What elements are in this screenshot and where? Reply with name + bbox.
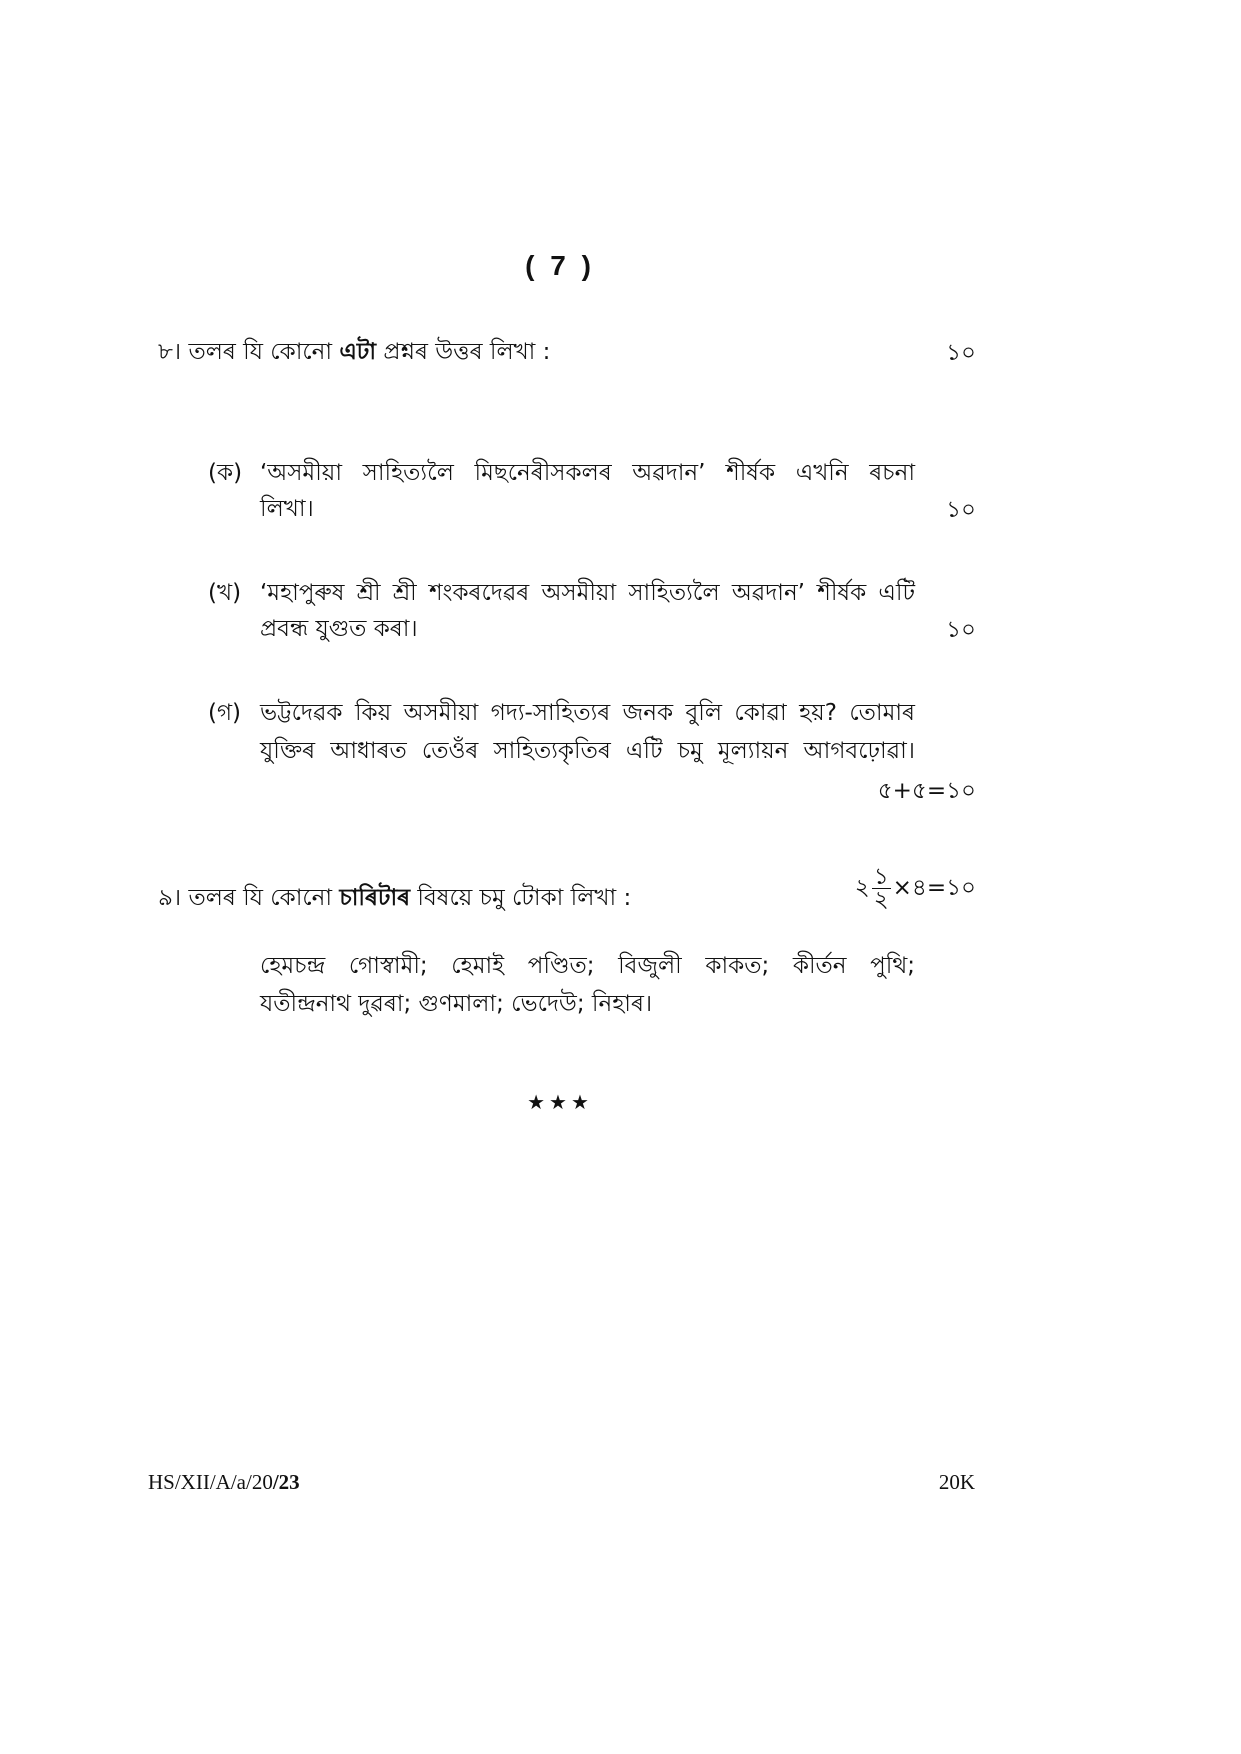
sub-question-marks: ১০ xyxy=(946,617,976,643)
sub-question-marks: ১০ xyxy=(946,497,976,523)
sub-question-label: (গ) xyxy=(208,700,242,726)
sub-question-text: ভট্টদেৱক কিয় অসমীয়া গদ্য-সাহিত্যৰ জনক বুলি কোৱা হয়? তোমাৰ xyxy=(260,700,915,726)
print-count: 20K xyxy=(938,1470,975,1494)
paper-code-year: /23 xyxy=(272,1470,300,1494)
marks-fraction xyxy=(872,866,891,911)
paper-code-main: HS/XII/A/a/20 xyxy=(148,1470,273,1494)
topic-list-line: হেমচন্দ্ৰ গোস্বামী; হেমাই পণ্ডিত; বিজুলী কাকত; কীৰ্তন পুথি; xyxy=(260,953,915,979)
sub-question-label: (ক) xyxy=(208,460,243,486)
question-number: ৮। xyxy=(158,339,182,365)
question-text-rest: বিষয়ে চমু টোকা লিখা : xyxy=(417,885,632,911)
question-text: তলৰ যি কোনো xyxy=(188,885,332,911)
question-emphasis: এটা xyxy=(339,339,377,365)
marks-whole: ২ xyxy=(854,875,870,901)
fraction-denominator: ২ xyxy=(873,887,889,913)
sub-question-text: যুক্তিৰ আধাৰত তেওঁৰ সাহিত্যকৃতিৰ এটি চমু মূল্যায়ন আগবঢ়োৱা। xyxy=(260,738,915,764)
sub-question-text: প্ৰবন্ধ যুগুত কৰা। xyxy=(260,616,418,642)
question-9 xyxy=(158,880,631,916)
marks-multiplier: ×৪=১০ xyxy=(892,875,976,901)
end-stars: ★★★ xyxy=(527,1090,593,1114)
page-number: ( 7 ) xyxy=(525,250,595,281)
question-text: তলৰ যি কোনো xyxy=(188,339,332,365)
sub-question-text: ‘মহাপুৰুষ শ্ৰী শ্ৰী শংকৰদেৱৰ অসমীয়া সাহিত্যলৈ অৱদান’ শীৰ্ষক এটি xyxy=(260,580,915,606)
question-9-marks xyxy=(855,866,976,911)
sub-question-text: লিখা। xyxy=(260,496,314,522)
topic-list-line: যতীন্দ্ৰনাথ দুৱৰা; গুণমালা; ভেদেউ; নিহাৰ। xyxy=(260,991,653,1017)
sub-question-marks: ৫+৫=১০ xyxy=(877,778,976,804)
fraction-numerator: ১ xyxy=(873,864,889,890)
sub-question-label: (খ) xyxy=(208,580,242,606)
question-emphasis: চাৰিটাৰ xyxy=(339,885,411,911)
question-text-rest: প্ৰশ্নৰ উত্তৰ লিখা : xyxy=(383,339,551,365)
sub-question-text: ‘অসমীয়া সাহিত্যলৈ মিছনেৰীসকলৰ অৱদান’ শীৰ্ষক এখনি ৰচনা xyxy=(260,460,915,486)
question-8-marks: ১০ xyxy=(946,340,976,366)
question-8 xyxy=(158,334,550,370)
paper-code xyxy=(148,1470,300,1495)
question-number: ৯। xyxy=(158,885,182,911)
